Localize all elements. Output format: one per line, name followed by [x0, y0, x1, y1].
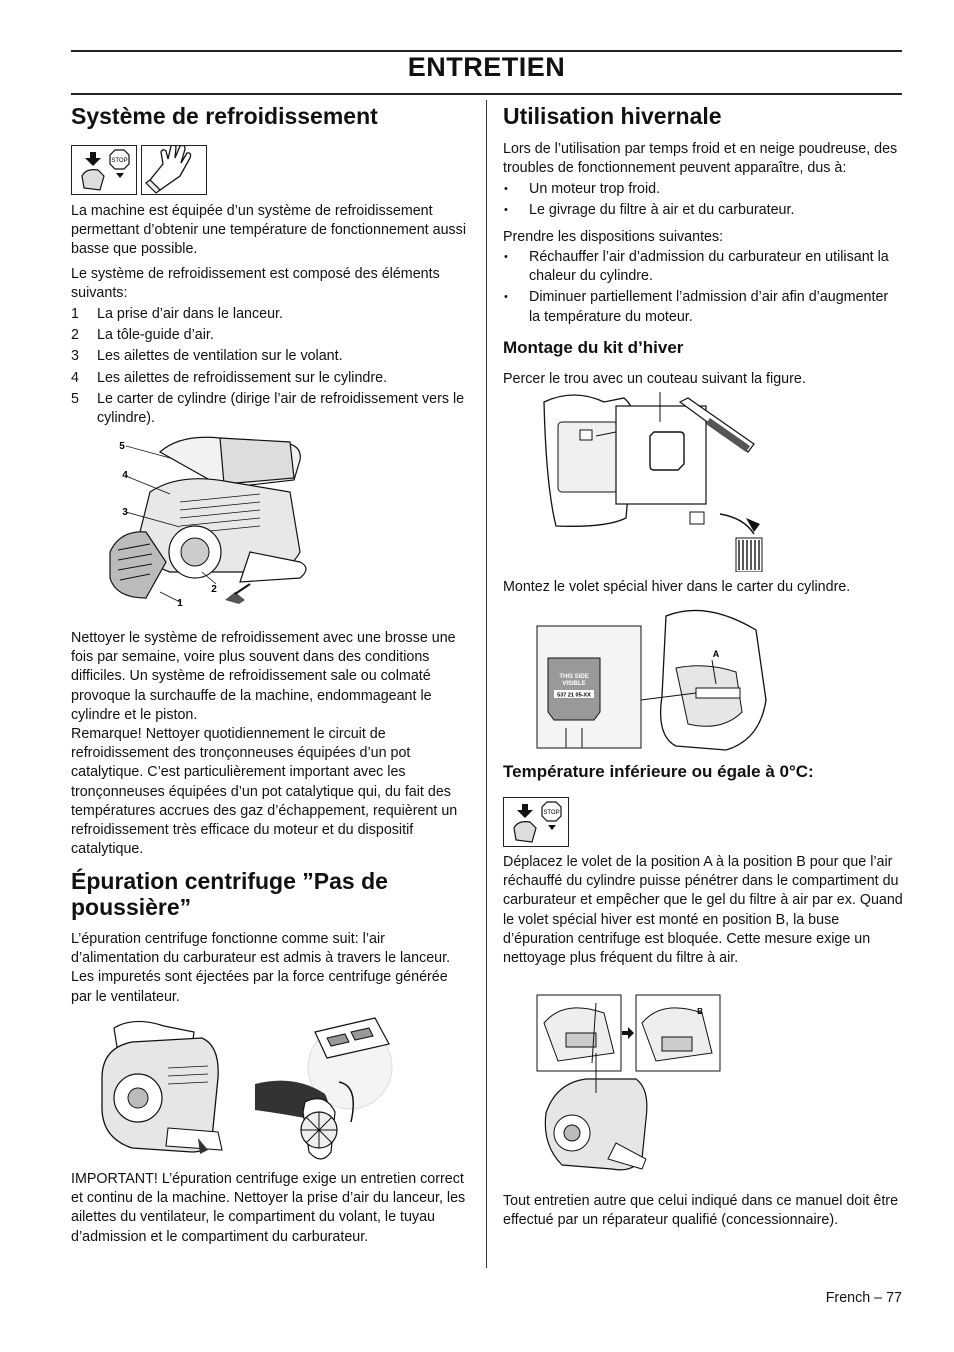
flap-position-illustration [536, 993, 722, 1179]
list-item: 5 Le carter de cylindre (dirige l’air de refroidissement vers le cylindre). [71, 390, 465, 427]
page-number: French – 77 [825, 1290, 902, 1306]
kit-mount-text: Montez le volet spécial hiver dans le carter du cylindre. [503, 579, 851, 595]
svg-text:537 21 05-XX: 537 21 05-XX [557, 692, 591, 699]
list-item: • Le givrage du filtre à air et du carburateur. [503, 201, 903, 220]
winter-intro: Lors de l’utilisation par temps froid et en neige poudreuse, des troubles de fonctionnement peuvent apparaître, dus à: [503, 141, 898, 177]
callout-5: 5 [119, 441, 125, 452]
cooling-system-illustration [100, 432, 320, 622]
cooling-components-intro: Le système de refroidissement est composé des éléments suivants: [71, 266, 440, 302]
winter-heading: Utilisation hivernale [503, 103, 722, 129]
kit-heading: Montage du kit d’hiver [503, 338, 684, 357]
column-divider [486, 100, 487, 1268]
list-item: • Un moteur trop froid. [503, 180, 903, 199]
callout-a: A [712, 649, 720, 659]
centrifuge-intro: L’épuration centrifuge fonctionne comme suit: l’air d’alimentation du carburateur est admis à travers le lanceur. Les impuretés sont éjectées par la force centrifuge générée par le ventilateur. [71, 931, 451, 1005]
svg-text:STOP: STOP [543, 810, 560, 816]
svg-text:STOP: STOP [111, 158, 128, 164]
cooling-intro: La machine est équipée d’un système de refroidissement permettant d’obtenir une température de fonctionnement aussi basse que possible. [71, 203, 466, 258]
kit-cutting-illustration [540, 392, 770, 572]
list-item: 4 Les ailettes de refroidissement sur le cylindre. [71, 369, 388, 386]
winter-flap-illustration [536, 608, 772, 756]
list-item: 1 La prise d’air dans le lanceur. [71, 306, 283, 322]
cold-heading: Température inférieure ou égale à 0°C: [503, 762, 814, 781]
svg-text:VISIBLE: VISIBLE [562, 681, 586, 687]
callout-2: 2 [211, 584, 217, 595]
cold-instruction: Déplacez le volet de la position A à la position B pour que l’air réchauffé du cylindre puisse pénétrer dans le compartiment du carburateur et empêcher que le gel du filtre à air par ex. Quand le volet spécial hiver est monté en position B, la buse d’épuration centrifuge est bloquée. Cette mesure exige un nettoyage plus fréquent du filtre à air. [503, 854, 903, 967]
callout-4: 4 [122, 470, 128, 481]
cooling-remark-text: Remarque! Nettoyer quotidiennement le circuit de refroidissement des tronçonneuses équipées d’un pot catalytique. C’est particulièrement important avec les tronçonneuses équipées d’un pot catalytique qui, du fait des températures accrues des gaz d’échappement, requièrent un refroidissement très efficace du moteur et du dispositif catalytique. [71, 726, 458, 858]
stop-engine-icon [71, 145, 137, 195]
cooling-cleaning-text: Nettoyer le système de refroidissement avec une brosse une fois par semaine, voire plus souvent dans des conditions difficiles. Un système de refroidissement sale ou colmaté provoque la surchauffe de la machine, endommageant le cylindre et le piston. [71, 630, 456, 723]
cooling-heading: Système de refroidissement [71, 103, 378, 129]
callout-3: 3 [122, 507, 128, 518]
callout-b: B [697, 1007, 703, 1016]
winter-causes-list [503, 180, 903, 222]
centrifuge-heading: Épuration centrifuge ”Pas de poussière” [71, 868, 388, 921]
centrifuge-saw-illustration [98, 1018, 228, 1168]
centrifuge-important-text: IMPORTANT! L’épuration centrifuge exige un entretien correct et continu de la machine. Nettoyer la prise d’air du lanceur, les ailettes du ventilateur, le compartiment du volant, le tuyau d’admission et le compartiment du carburateur. [71, 1171, 466, 1245]
stop-engine-icon [503, 797, 569, 847]
list-item: • Réchauffer l’air d’admission du carburateur en utilisant la chaleur du cylindre. [503, 248, 903, 286]
page-title: ENTRETIEN [407, 52, 566, 82]
list-item: 2 La tôle-guide d’air. [71, 327, 214, 344]
list-item: 3 Les ailettes de ventilation sur le volant. [71, 348, 343, 365]
header-bottom-rule [71, 93, 902, 95]
glove-icon [141, 145, 207, 195]
winter-measures-list [503, 248, 903, 329]
cooling-component-list [71, 305, 468, 430]
centrifuge-fan-illustration [255, 1012, 395, 1167]
list-item: • Diminuer partiellement l’admission d’air afin d’augmenter la température du moteur. [503, 288, 903, 326]
callout-1: 1 [177, 598, 183, 609]
svg-text:THIS SIDE: THIS SIDE [559, 674, 589, 680]
winter-measures-intro: Prendre les dispositions suivantes: [503, 229, 724, 245]
service-note: Tout entretien autre que celui indiqué dans ce manuel doit être effectué par un réparateur qualifié (concessionnaire). [503, 1193, 899, 1229]
kit-instruction: Percer le trou avec un couteau suivant la figure. [503, 371, 806, 387]
